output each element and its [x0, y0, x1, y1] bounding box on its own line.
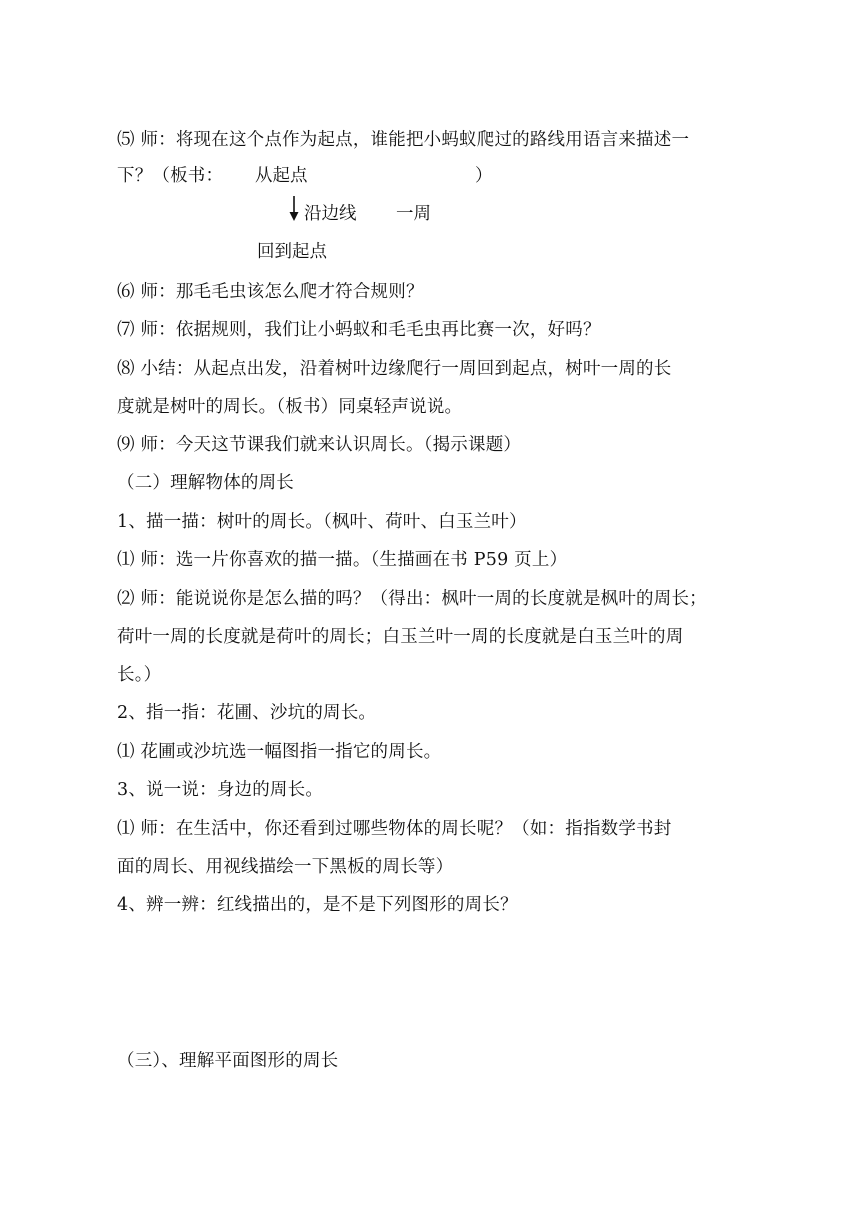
paragraph-3-sub-1-line-1: ⑴ 师：在生活中，你还看到过哪些物体的周长呢？（如：指指数学书封	[117, 819, 672, 839]
item-5-prefix: 下？（板书：	[117, 166, 224, 186]
paragraph-1-sub-2-line-3: 长。）	[117, 665, 162, 685]
board-close-paren: ）	[475, 166, 493, 186]
section-2-heading: （二）理解物体的周长	[117, 473, 294, 493]
board-around: 一周	[396, 204, 431, 224]
board-start: 从起点	[255, 166, 308, 186]
item-7: ⑺ 师：依据规则，我们让小蚂蚁和毛毛虫再比赛一次，好吗？	[117, 320, 601, 340]
item-9: ⑼ 师：今天这节课我们就来认识周长。（揭示课题）	[117, 435, 522, 455]
item-8-line-1: ⑻ 小结：从起点出发，沿着树叶边缘爬行一周回到起点，树叶一周的长	[117, 359, 672, 379]
board-along-edge: 沿边线	[304, 204, 357, 224]
paragraph-3: 3、说一说：身边的周长。	[117, 780, 324, 800]
paragraph-3-sub-1-line-2: 面的周长、用视线描绘一下黑板的周长等）	[117, 857, 454, 877]
item-5-line-2	[117, 164, 223, 188]
down-arrow-icon	[288, 196, 300, 222]
paragraph-2-sub-1: ⑴ 花圃或沙坑选一幅图指一指它的周长。	[117, 742, 442, 762]
paragraph-1: 1、描一描：树叶的周长。（枫叶、荷叶、白玉兰叶）	[117, 512, 527, 532]
item-8-line-2: 度就是树叶的周长。（板书）同桌轻声说说。	[117, 397, 463, 417]
paragraph-4: 4、辨一辨：红线描出的，是不是下列图形的周长？	[117, 895, 518, 915]
item-6: ⑹ 师：那毛毛虫该怎么爬才符合规则？	[117, 282, 424, 302]
section-3-heading: （三）、理解平面图形的周长	[117, 1051, 339, 1071]
paragraph-1-sub-1: ⑴ 师：选一片你喜欢的描一描。（生描画在书 P59 页上）	[117, 550, 568, 570]
paragraph-2: 2、指一指：花圃、沙坑的周长。	[117, 703, 377, 723]
paragraph-1-sub-2-line-1: ⑵ 师：能说说你是怎么描的吗？（得出：枫叶一周的长度就是枫叶的周长；	[117, 589, 707, 609]
paragraph-1-sub-2-line-2: 荷叶一周的长度就是荷叶的周长；白玉兰叶一周的长度就是白玉兰叶的周	[117, 627, 684, 647]
item-5-line-1: ⑸ 师：将现在这个点作为起点，谁能把小蚂蚁爬过的路线用语言来描述一	[117, 130, 690, 150]
board-return: 回到起点	[257, 242, 327, 262]
